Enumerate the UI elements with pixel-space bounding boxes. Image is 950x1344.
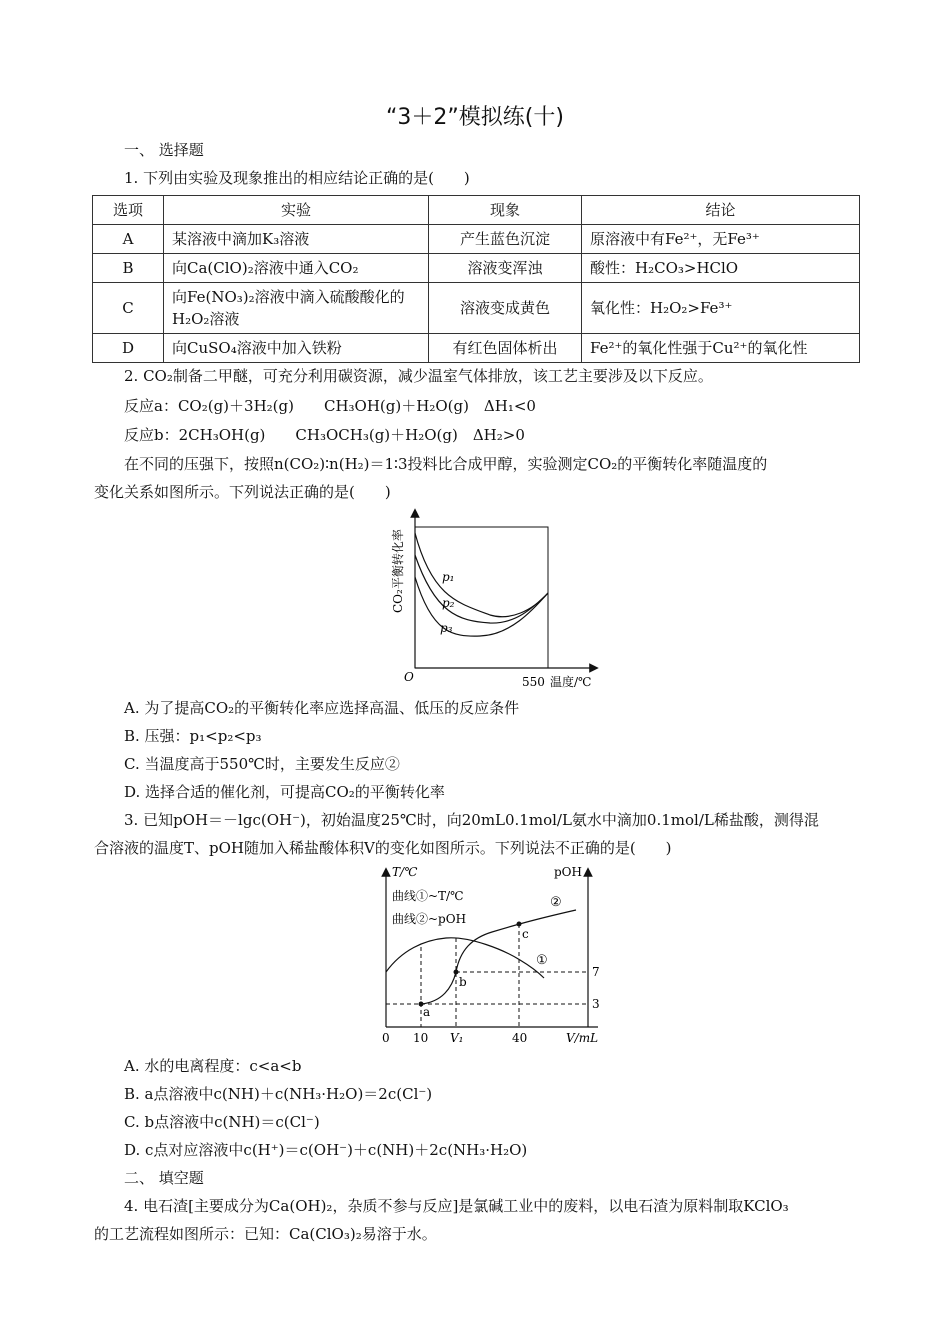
right-tick-7: 7 [592,965,600,979]
right-tick-3: 3 [592,997,600,1011]
row-experiment: 向Ca(ClO)₂溶液中通入CO₂ [164,254,429,283]
q3-option-b: B. a点溶液中c(NH)＋c(NH₃·H₂O)＝2c(Cl⁻) [124,1085,433,1103]
row-experiment: 某溶液中滴加K₃溶液 [164,225,429,254]
series-label-p3: p₃ [440,621,453,635]
row-option: C [93,283,164,334]
table-row [93,254,860,283]
header-conclusion: 结论 [582,196,860,225]
x-axis-label: 温度/℃ [550,675,592,689]
q3-option-d: D. c点对应溶液中c(H⁺)＝c(OH⁻)＋c(NH)＋2c(NH₃·H₂O) [124,1141,528,1159]
header-experiment: 实验 [164,196,429,225]
row-phenomenon: 溶液变成黄色 [429,283,582,334]
q2-text-line1: 在不同的压强下，按照n(CO₂)∶n(H₂)＝1∶3投料比合成甲醇，实验测定CO₂的平衡转化率随温度的 [124,455,768,473]
q2-option-d: D. 选择合适的催化剂，可提高CO₂的平衡转化率 [124,783,445,801]
row-phenomenon: 溶液变浑浊 [429,254,582,283]
row-conclusion: Fe²⁺的氧化性强于Cu²⁺的氧化性 [582,334,860,363]
row-phenomenon: 有红色固体析出 [429,334,582,363]
right-y-label: pOH [554,865,582,879]
q3-text-line2: 合溶液的温度T、pOH随加入稀盐酸体积V的变化如图所示。下列说法不正确的是( ) [94,839,672,857]
row-option: B [93,254,164,283]
row-conclusion: 氧化性：H₂O₂>Fe³⁺ [582,283,860,334]
point-b [454,970,459,975]
q3-option-a: A. 水的电离程度：c<a<b [124,1057,302,1075]
row-option: D [93,334,164,363]
q1-stem: 1. 下列由实验及现象推出的相应结论正确的是( ) [124,169,470,187]
table-row [93,225,860,254]
q2-option-a: A. 为了提高CO₂的平衡转化率应选择高温、低压的反应条件 [124,699,520,717]
curve-p1 [415,533,548,617]
row-experiment: 向CuSO₄溶液中加入铁粉 [164,334,429,363]
row-experiment: 向Fe(NO₃)₂溶液中滴入硫酸酸化的H₂O₂溶液 [164,283,429,334]
titration-chart [362,862,612,1052]
q4-text-line1: 4. 电石渣[主要成分为Ca(OH)₂，杂质不参与反应]是氯碱工业中的废料，以电石渣为原料制取KClO₃ [124,1197,789,1215]
q3-text-line1: 3. 已知pOH＝－lgc(OH⁻)，初始温度25℃时，向20mL0.1mol/L氨水中滴加0.1mol/L稀盐酸，测得混 [124,811,819,829]
left-y-label: T/℃ [392,865,418,879]
q2-option-c: C. 当温度高于550℃时，主要发生反应② [124,755,400,773]
series-label-p2: p₂ [442,596,455,610]
table-row [93,334,860,363]
x-tick-0: 0 [382,1031,390,1045]
x-axis-label: V/mL [566,1031,599,1045]
section-heading-choice: 一、 选择题 [124,141,204,159]
point-c [517,922,522,927]
x-tick-10: 10 [413,1031,429,1045]
q2-reaction-b: 反应b：2CH₃OH(g) CH₃OCH₃(g)＋H₂O(g) ΔH₂>0 [124,426,525,444]
legend-curve-1: 曲线①~T/℃ [392,889,464,903]
origin-label: O [404,670,414,684]
row-phenomenon: 产生蓝色沉淀 [429,225,582,254]
header-option: 选项 [93,196,164,225]
row-option: A [93,225,164,254]
table-header-row [93,196,860,225]
table-row [93,283,860,334]
plot-frame [415,527,548,668]
section-heading-fill: 二、 填空题 [124,1169,204,1187]
curve-marker-1: ① [536,953,548,968]
x-tick-550: 550 [522,675,545,689]
legend-curve-2: 曲线②~pOH [392,912,467,926]
page-title: “3＋2”模拟练(十) [386,105,564,130]
point-a-label: a [423,1005,431,1019]
curve-p3 [415,577,548,636]
point-c-label: c [522,927,529,941]
x-tick-40: 40 [512,1031,528,1045]
q2-stem: 2. CO₂制备二甲醚，可充分利用碳资源，减少温室气体排放，该工艺主要涉及以下反应。 [124,367,713,385]
q2-text-line2: 变化关系如图所示。下列说法正确的是( ) [94,483,391,501]
row-conclusion: 酸性：H₂CO₃>HClO [582,254,860,283]
q3-option-c: C. b点溶液中c(NH)＝c(Cl⁻) [124,1113,320,1131]
q1-table [92,195,860,363]
q2-option-b: B. 压强：p₁<p₂<p₃ [124,727,262,745]
header-phenomenon: 现象 [429,196,582,225]
conversion-chart [380,505,610,695]
series-label-p1: p₁ [442,570,455,584]
q2-reaction-a: 反应a：CO₂(g)＋3H₂(g) CH₃OH(g)＋H₂O(g) ΔH₁<0 [124,397,536,415]
y-axis-label: CO₂平衡转化率 [391,529,405,613]
point-b-label: b [459,975,467,989]
x-tick-v1: V₁ [450,1031,464,1045]
row-conclusion: 原溶液中有Fe²⁺，无Fe³⁺ [582,225,860,254]
curve-marker-2: ② [550,895,562,910]
q4-text-line2: 的工艺流程如图所示：已知：Ca(ClO₃)₂易溶于水。 [94,1225,437,1243]
